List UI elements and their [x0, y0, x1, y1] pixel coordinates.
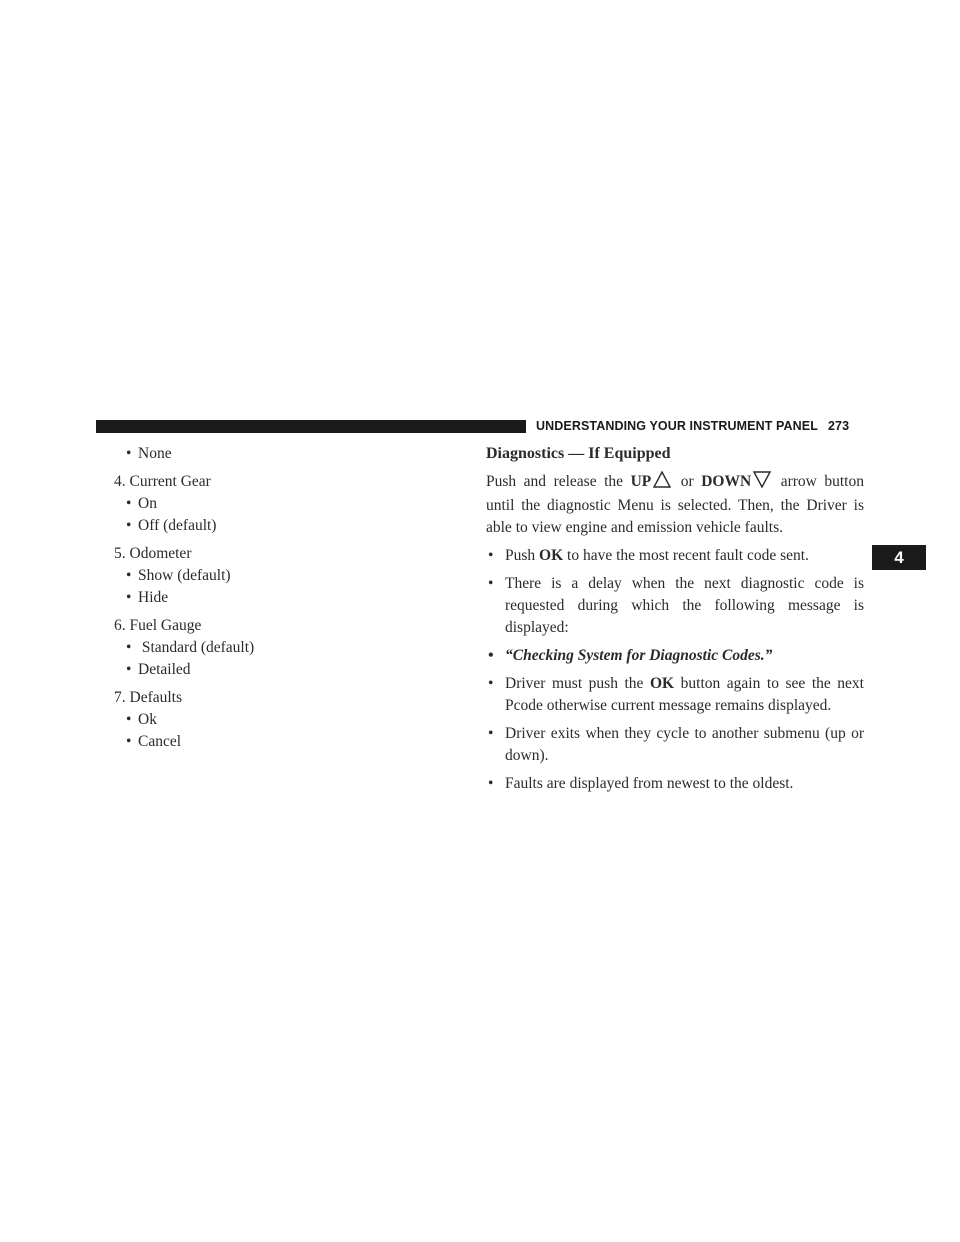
list-item: • Faults are displayed from newest to the oldest. [488, 775, 794, 792]
section-heading: Diagnostics — If Equipped [486, 445, 671, 462]
chapter-tab: 4 [872, 545, 926, 570]
down-arrow-icon [753, 471, 771, 495]
list-item: • Driver must push the OK button again to see the next Pcode otherwise current message remains displayed. [488, 675, 864, 714]
list-item: • Push OK to have the most recent fault code sent. [488, 547, 809, 564]
list-item: • Hide [126, 589, 169, 606]
list-item: • Off (default) [126, 517, 217, 534]
header-title: UNDERSTANDING YOUR INSTRUMENT PANEL [536, 419, 818, 433]
list-item: • On [126, 495, 157, 512]
setting-defaults: 7. Defaults [114, 689, 183, 706]
list-item: • Ok [126, 711, 157, 728]
up-arrow-icon [653, 471, 671, 495]
list-item: • Cancel [126, 733, 182, 750]
setting-odometer: 5. Odometer [114, 545, 192, 562]
intro-paragraph: Push and release the UP or DOWN arrow button until the diagnostic Menu is selected. Then, the Driver is able to view engine and emission vehicle faults. [486, 473, 864, 536]
left-column [114, 443, 444, 753]
list-item: • “Checking System for Diagnostic Codes.” [488, 647, 773, 664]
right-column [486, 443, 864, 801]
list-item: • There is a delay when the next diagnostic code is requested during which the following message is displayed: [488, 575, 864, 636]
list-item: • Standard (default) [126, 639, 255, 656]
page-number: 273 [827, 419, 850, 433]
list-item: • Driver exits when they cycle to another submenu (up or down). [488, 725, 864, 764]
setting-current-gear: 4. Current Gear [114, 473, 211, 490]
list-item: • None [126, 445, 172, 462]
list-item: • Show (default) [126, 567, 231, 584]
setting-fuel-gauge: 6. Fuel Gauge [114, 617, 202, 634]
list-item: • Detailed [126, 661, 191, 678]
running-header [536, 419, 866, 433]
diagnostics-list [486, 545, 864, 795]
header-rule [96, 420, 526, 433]
